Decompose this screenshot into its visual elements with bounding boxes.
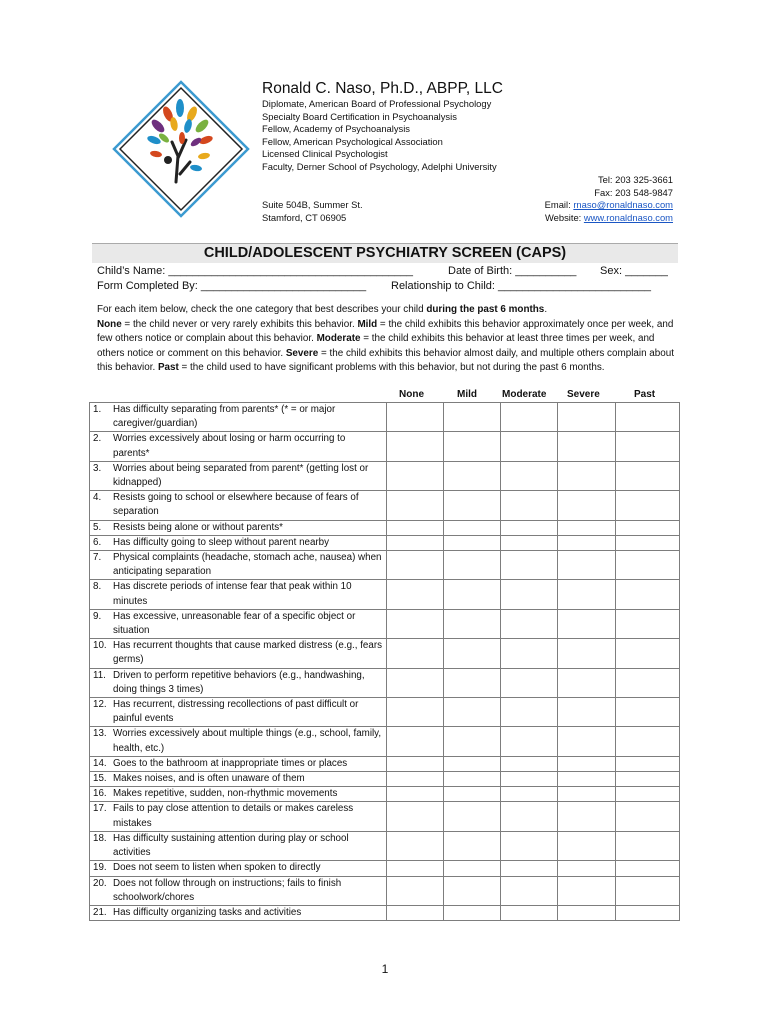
item-text: Resists going to school or elsewhere because of fears of separation (113, 492, 359, 518)
checkbox-cell-mild[interactable] (443, 727, 500, 756)
checkbox-cell-severe[interactable] (558, 403, 615, 432)
checkbox-cell-past[interactable] (615, 727, 679, 756)
table-row (90, 461, 680, 490)
column-header-severe: Severe (567, 389, 600, 400)
item-cell (90, 802, 387, 831)
checkbox-cell-past[interactable] (615, 520, 679, 535)
item-cell (90, 609, 387, 638)
checkbox-cell-moderate[interactable] (501, 491, 558, 520)
item-number: 10. (93, 640, 107, 652)
checkbox-cell-severe[interactable] (558, 609, 615, 638)
credential-line: Diplomate, American Board of Professional Psychology (262, 98, 492, 109)
none-definition: = the child never or very rarely exhibits this behavior. (121, 318, 358, 330)
checkbox-cell-moderate[interactable] (501, 802, 558, 831)
checkbox-cell-severe[interactable] (558, 535, 615, 550)
checkbox-cell-mild[interactable] (443, 432, 500, 461)
logo-head (164, 156, 172, 164)
checkbox-cell-past[interactable] (615, 551, 679, 580)
item-number: 9. (93, 610, 102, 622)
checkbox-cell-past[interactable] (615, 403, 679, 432)
checkbox-cell-severe[interactable] (558, 787, 615, 802)
item-number: 1. (93, 404, 102, 415)
table-row (90, 802, 680, 831)
checkbox-cell-mild[interactable] (443, 639, 500, 668)
item-text: Has difficulty going to sleep without parent nearby (113, 536, 330, 548)
instruction-text: . (544, 304, 548, 315)
checkbox-cell-past[interactable] (615, 756, 679, 771)
credential-line: Faculty, Derner School of Psychology, Adelphi University (262, 160, 497, 172)
table-row (90, 756, 680, 771)
item-number: 11. (93, 669, 106, 681)
item-cell (90, 756, 387, 771)
checkbox-cell-none[interactable] (386, 756, 443, 771)
checkbox-cell-severe[interactable] (558, 580, 615, 609)
item-text: Has excessive, unreasonable fear of a specific object or situation (113, 610, 356, 637)
checkbox-cell-none[interactable] (386, 802, 443, 831)
item-number: 15. (93, 773, 107, 785)
table-row (90, 491, 680, 520)
item-number: 2. (93, 433, 102, 445)
checkbox-cell-past[interactable] (615, 491, 679, 520)
sex-field[interactable]: Sex: _______ (600, 265, 668, 277)
checkbox-cell-moderate[interactable] (501, 461, 558, 490)
table-row (90, 639, 680, 668)
checkbox-cell-moderate[interactable] (501, 727, 558, 756)
table-row (90, 861, 680, 876)
credentials-list (262, 98, 497, 174)
checkbox-cell-moderate[interactable] (501, 787, 558, 802)
table-row (90, 432, 680, 461)
checkbox-cell-mild[interactable] (443, 535, 500, 550)
checkbox-cell-severe[interactable] (558, 520, 615, 535)
checkbox-cell-none[interactable] (386, 491, 443, 520)
checkbox-cell-severe[interactable] (558, 491, 615, 520)
table-row (90, 668, 680, 697)
checkbox-cell-moderate[interactable] (501, 432, 558, 461)
item-text: Fails to pay close attention to details or makes careless mistakes (113, 803, 354, 829)
checkbox-cell-none[interactable] (386, 580, 443, 609)
checkbox-cell-mild[interactable] (443, 668, 500, 697)
checkbox-cell-past[interactable] (615, 802, 679, 831)
instruction-bold: during the past 6 months (426, 304, 545, 315)
table-row (90, 551, 680, 580)
table-row (90, 520, 680, 535)
checkbox-cell-severe[interactable] (558, 861, 615, 876)
checkbox-cell-moderate[interactable] (501, 756, 558, 771)
relationship-field[interactable]: Relationship to Child: _________________________ (391, 280, 651, 292)
checkbox-cell-none[interactable] (386, 668, 443, 697)
dob-field[interactable]: Date of Birth: __________ (448, 265, 577, 277)
mild-definition-label: Mild (357, 318, 378, 330)
checkbox-cell-none[interactable] (386, 639, 443, 668)
credential-line: Fellow, Academy of Psychoanalysis (262, 123, 410, 135)
checkbox-cell-severe[interactable] (558, 727, 615, 756)
fax: Fax: 203 548-9847 (594, 186, 673, 198)
address-line-2: Stamford, CT 06905 (262, 211, 347, 223)
none-definition-label: None (97, 318, 122, 330)
item-number: 20. (93, 877, 107, 889)
past-definition: = the child used to have significant problems with this behavior, but not during the past 6 months. (178, 362, 605, 374)
checkbox-cell-mild[interactable] (443, 580, 500, 609)
item-number: 19. (93, 862, 107, 874)
checkbox-cell-severe[interactable] (558, 772, 615, 787)
table-row (90, 772, 680, 787)
item-cell (90, 905, 387, 920)
checkbox-cell-none[interactable] (386, 772, 443, 787)
checkbox-cell-severe[interactable] (558, 831, 615, 860)
item-text: Goes to the bathroom at inappropriate times or places (113, 757, 348, 769)
item-number: 13. (93, 728, 107, 740)
checkbox-cell-mild[interactable] (443, 802, 500, 831)
item-text: Makes repetitive, sudden, non-rhythmic movements (113, 788, 338, 800)
checkbox-cell-moderate[interactable] (501, 551, 558, 580)
email-line (545, 199, 673, 212)
item-text: Worries excessively about multiple things (e.g., school, family, health, etc.) (113, 728, 382, 754)
column-header-none: None (399, 389, 424, 400)
checkbox-cell-mild[interactable] (443, 461, 500, 490)
item-text: Has recurrent, distressing recollections of past difficult or painful events (113, 699, 359, 725)
item-number: 17. (93, 803, 107, 815)
table-row (90, 876, 680, 905)
website-label: Website: (544, 211, 584, 223)
item-number: 4. (93, 492, 102, 504)
checkbox-cell-none[interactable] (386, 461, 443, 490)
checkbox-cell-severe[interactable] (558, 802, 615, 831)
checkbox-cell-past[interactable] (615, 905, 679, 920)
checkbox-cell-moderate[interactable] (501, 831, 558, 860)
credential-line: Fellow, American Psychological Association (262, 135, 443, 147)
checkbox-cell-severe[interactable] (558, 639, 615, 668)
checkbox-cell-severe[interactable] (558, 905, 615, 920)
checkbox-cell-past[interactable] (615, 772, 679, 787)
checkbox-cell-severe[interactable] (558, 432, 615, 461)
childs-name-field[interactable]: Child’s Name: ________________________________________ (97, 265, 414, 277)
table-row (90, 698, 680, 727)
checkbox-cell-moderate[interactable] (501, 861, 558, 876)
item-number: 3. (93, 462, 102, 474)
item-cell (90, 698, 387, 727)
item-number: 21. (93, 906, 107, 918)
checkbox-cell-mild[interactable] (443, 491, 500, 520)
item-text: Worries excessively about losing or harm occurring to parents* (113, 433, 346, 459)
checkbox-cell-past[interactable] (615, 639, 679, 668)
item-cell (90, 432, 387, 461)
item-text: Has difficulty separating from parents* (* = or major caregiver/guardian) (113, 404, 336, 430)
item-text: Has discrete periods of intense fear that peak within 10 minutes (113, 581, 352, 607)
table-row (90, 727, 680, 756)
severe-definition-label: Severe (285, 347, 319, 359)
item-text: Physical complaints (headache, stomach ache, nausea) when anticipating separation (113, 552, 382, 578)
item-cell (90, 639, 387, 668)
email-link[interactable]: rnaso@ronaldnaso.com (573, 199, 673, 211)
item-text: Has recurrent thoughts that cause marked distress (e.g., fears germs) (113, 640, 382, 666)
moderate-definition-label: Moderate (316, 333, 361, 345)
item-cell (90, 491, 387, 520)
item-number: 6. (93, 536, 102, 548)
item-cell (90, 727, 387, 756)
checkbox-cell-mild[interactable] (443, 756, 500, 771)
table-row (90, 403, 680, 432)
page-number: 1 (381, 962, 389, 976)
checkbox-cell-moderate[interactable] (501, 403, 558, 432)
moderate-definition: = the child exhibits this behavior at least three times per week, and others notice or comment on this behavior. (97, 333, 655, 359)
checkbox-cell-moderate[interactable] (501, 905, 558, 920)
checkbox-cell-past[interactable] (615, 668, 679, 697)
severe-definition: = the child exhibits this behavior almost daily, and multiple others complain about this behavior. (97, 347, 675, 374)
credential-line: Specialty Board Certification in Psychoanalysis (262, 110, 457, 122)
item-text: Does not seem to listen when spoken to directly (113, 862, 321, 874)
instruction-text: For each item below, check the one category that best describes your child (97, 304, 427, 315)
checkbox-cell-moderate[interactable] (501, 520, 558, 535)
checkbox-cell-moderate[interactable] (501, 668, 558, 697)
telephone: Tel: 203 325-3661 (597, 174, 673, 185)
checkbox-cell-severe[interactable] (558, 698, 615, 727)
logo-trunk (172, 140, 190, 182)
table-row (90, 787, 680, 802)
checkbox-cell-mild[interactable] (443, 551, 500, 580)
item-cell (90, 861, 387, 876)
checkbox-cell-past[interactable] (615, 609, 679, 638)
item-cell (90, 520, 387, 535)
contact-block (545, 174, 673, 224)
checkbox-cell-moderate[interactable] (501, 876, 558, 905)
website-link[interactable]: www.ronaldnaso.com (583, 211, 673, 223)
checkbox-cell-none[interactable] (386, 787, 443, 802)
checkbox-cell-moderate[interactable] (501, 580, 558, 609)
checkbox-cell-past[interactable] (615, 831, 679, 860)
checkbox-cell-past[interactable] (615, 432, 679, 461)
past-definition-label: Past (157, 362, 179, 374)
checkbox-cell-mild[interactable] (443, 403, 500, 432)
table-row (90, 905, 680, 920)
item-text: Driven to perform repetitive behaviors (e.g., handwashing, doing things 3 times) (113, 669, 365, 695)
item-cell (90, 772, 387, 787)
checkbox-cell-past[interactable] (615, 461, 679, 490)
tree-logo (110, 78, 252, 220)
item-text: Has difficulty organizing tasks and activities (113, 906, 302, 918)
checkbox-cell-mild[interactable] (443, 609, 500, 638)
credential-line: Licensed Clinical Psychologist (262, 148, 388, 160)
checkbox-cell-past[interactable] (615, 698, 679, 727)
checkbox-cell-none[interactable] (386, 403, 443, 432)
item-text: Does not follow through on instructions; fails to finish schoolwork/chores (113, 877, 342, 903)
table-row (90, 580, 680, 609)
checkbox-cell-none[interactable] (386, 551, 443, 580)
checkbox-cell-moderate[interactable] (501, 772, 558, 787)
checkbox-cell-moderate[interactable] (501, 698, 558, 727)
item-cell (90, 668, 387, 697)
column-header-past: Past (634, 389, 656, 400)
website-line (545, 212, 673, 225)
item-cell (90, 461, 387, 490)
checkbox-cell-mild[interactable] (443, 831, 500, 860)
email-label: Email: (544, 199, 574, 211)
checkbox-cell-severe[interactable] (558, 551, 615, 580)
checkbox-cell-past[interactable] (615, 876, 679, 905)
item-text: Makes noises, and is often unaware of them (113, 773, 305, 785)
checkbox-cell-moderate[interactable] (501, 639, 558, 668)
checkbox-cell-past[interactable] (615, 861, 679, 876)
behavior-checklist-table (89, 402, 680, 921)
table-row (90, 535, 680, 550)
checkbox-cell-mild[interactable] (443, 861, 500, 876)
table-row (90, 609, 680, 638)
item-number: 12. (93, 699, 107, 711)
checkbox-cell-mild[interactable] (443, 876, 500, 905)
checkbox-cell-severe[interactable] (558, 668, 615, 697)
checkbox-cell-none[interactable] (386, 520, 443, 535)
checkbox-cell-severe[interactable] (558, 461, 615, 490)
checkbox-cell-none[interactable] (386, 698, 443, 727)
item-cell (90, 787, 387, 802)
checkbox-cell-none[interactable] (386, 609, 443, 638)
item-number: 7. (93, 552, 102, 564)
checkbox-cell-mild[interactable] (443, 520, 500, 535)
column-header-moderate: Moderate (502, 389, 547, 400)
item-cell (90, 580, 387, 609)
item-cell (90, 535, 387, 550)
item-number: 14. (93, 757, 107, 769)
form-title: CHILD/ADOLESCENT PSYCHIATRY SCREEN (CAPS) (92, 243, 678, 263)
mild-definition: = the child exhibits this behavior approximately once per week, and few others notice or complain about this behavior. (97, 318, 674, 345)
column-header-mild: Mild (457, 389, 477, 400)
completed-by-field[interactable]: Form Completed By: ___________________________ (97, 280, 367, 292)
checkbox-cell-none[interactable] (386, 861, 443, 876)
checkbox-cell-none[interactable] (386, 432, 443, 461)
address-block (262, 199, 363, 224)
item-text: Worries about being separated from parent* (getting lost or kidnapped) (113, 462, 369, 489)
checkbox-cell-moderate[interactable] (501, 535, 558, 550)
table-row (90, 831, 680, 860)
item-number: 5. (93, 521, 102, 533)
checkbox-cell-none[interactable] (386, 876, 443, 905)
checkbox-cell-moderate[interactable] (501, 609, 558, 638)
item-number: 16. (93, 788, 107, 800)
item-number: 18. (93, 832, 107, 844)
checkbox-cell-mild[interactable] (443, 905, 500, 920)
item-cell (90, 831, 387, 860)
checkbox-cell-mild[interactable] (443, 772, 500, 787)
checkbox-cell-past[interactable] (615, 535, 679, 550)
practitioner-name: Ronald C. Naso, Ph.D., ABPP, LLC (262, 80, 503, 97)
item-number: 8. (93, 581, 102, 593)
checkbox-cell-none[interactable] (386, 535, 443, 550)
item-cell (90, 876, 387, 905)
checkbox-cell-none[interactable] (386, 831, 443, 860)
checkbox-cell-past[interactable] (615, 787, 679, 802)
checkbox-cell-mild[interactable] (443, 787, 500, 802)
checkbox-cell-none[interactable] (386, 905, 443, 920)
address-line-1: Suite 504B, Summer St. (262, 199, 363, 210)
checkbox-cell-severe[interactable] (558, 876, 615, 905)
item-cell (90, 551, 387, 580)
instructions (97, 303, 675, 376)
checkbox-cell-mild[interactable] (443, 698, 500, 727)
checkbox-cell-past[interactable] (615, 580, 679, 609)
item-text: Has difficulty sustaining attention during play or school activities (113, 832, 349, 859)
checkbox-cell-none[interactable] (386, 727, 443, 756)
item-text: Resists being alone or without parents* (113, 521, 283, 533)
checkbox-cell-severe[interactable] (558, 756, 615, 771)
item-cell (90, 403, 387, 432)
